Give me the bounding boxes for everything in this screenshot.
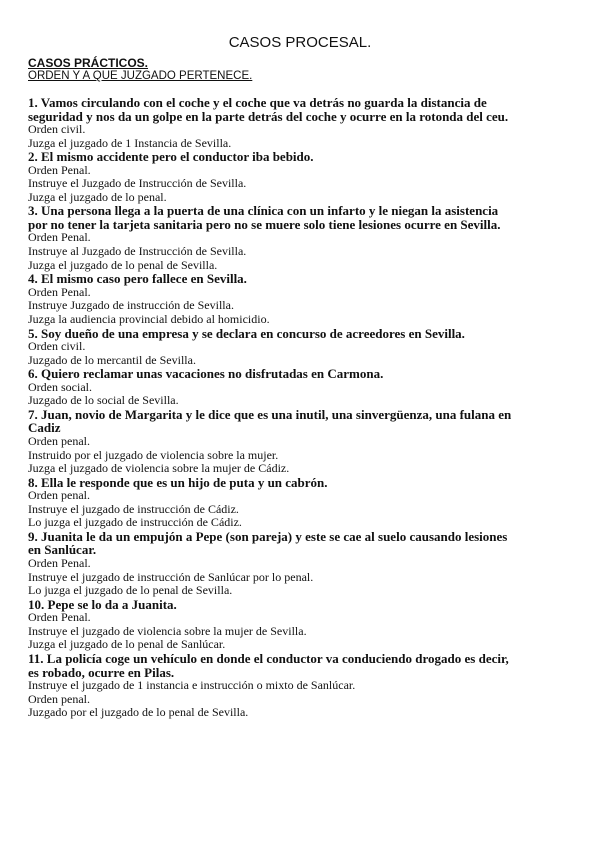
case-answer-line: Orden civil.	[28, 339, 86, 354]
case-item	[28, 327, 520, 368]
case-answer-line: Juzgado de lo mercantil de Sevilla.	[28, 352, 196, 367]
case-answer-line: Orden Penal.	[28, 284, 91, 299]
case-item	[28, 96, 520, 150]
case-answer-line: Orden penal.	[28, 691, 90, 706]
case-answer-line: Juzga el juzgado de lo penal de Sevilla.	[28, 257, 218, 272]
case-question: 10. Pepe se lo da a Juanita.	[28, 596, 177, 612]
case-answer-line: Instruye al Juzgado de Instrucción de Sevilla.	[28, 244, 247, 259]
case-question: 3. Una persona llega a la puerta de una clínica con un infarto y le niegan la asistencia por no tener la tarjeta sanitaria pero no se muere solo tiene lesiones ocurre en Sevilla.	[28, 203, 501, 232]
case-item	[28, 530, 520, 598]
case-answer-line: Instruye el Juzgado de Instrucción de Sevilla.	[28, 176, 247, 191]
case-question: 8. Ella le responde que es un hijo de puta y un cabrón.	[28, 474, 328, 490]
case-answer-line: Juzga el juzgado de lo penal de Sanlúcar.	[28, 637, 226, 652]
case-question: 1. Vamos circulando con el coche y el coche que va detrás no guarda la distancia de seguridad y nos da un golpe en la parte detrás del coche y ocurre en la rotonda del ceu.	[28, 95, 509, 124]
case-answer-line: Juzga el juzgado de lo penal.	[28, 189, 167, 204]
document-content	[28, 57, 520, 720]
case-question: 9. Juanita le da un empujón a Pepe (son pareja) y este se cae al suelo causando lesiones en Sanlúcar.	[28, 528, 508, 558]
case-answer-line: Orden civil.	[28, 122, 86, 136]
case-question: 2. El mismo accidente pero el conductor iba bebido.	[28, 149, 314, 165]
case-answer-line: Juzga el juzgado de violencia sobre la mujer de Cádiz.	[28, 461, 290, 476]
case-answer-line: Lo juzga el juzgado de lo penal de Sevilla.	[28, 583, 233, 598]
case-item	[28, 476, 520, 530]
case-item	[28, 367, 520, 408]
case-item	[28, 408, 520, 476]
case-answer-line: Orden Penal.	[28, 230, 91, 245]
case-answer-line: Orden Penal.	[28, 555, 91, 570]
case-item	[28, 150, 520, 204]
case-item	[28, 652, 520, 720]
case-answer-line: Juzgado por el juzgado de lo penal de Sevilla.	[28, 705, 249, 720]
case-answer-line: Instruye el juzgado de violencia sobre la mujer de Sevilla.	[28, 623, 307, 638]
case-item	[28, 598, 520, 652]
case-item	[28, 204, 520, 272]
case-answer-line: Orden penal.	[28, 488, 90, 503]
case-answer-line: Lo juzga el juzgado de instrucción de Cádiz.	[28, 515, 242, 530]
section-heading: CASOS PRÁCTICOS.	[28, 56, 149, 70]
case-question: 7. Juan, novio de Margarita y le dice que es una inutil, una sinvergüenza, una fulana en Cadiz	[28, 406, 512, 436]
case-answer-line: Instruido por el juzgado de violencia sobre la mujer.	[28, 447, 279, 462]
case-answer-line: Juzga la audiencia provincial debido al homicidio.	[28, 311, 270, 326]
case-list	[28, 96, 520, 720]
case-answer-line: Juzgado de lo social de Sevilla.	[28, 393, 179, 408]
document-title: CASOS PROCESAL.	[228, 34, 372, 51]
case-answer-line: Instruye el juzgado de instrucción de Sanlúcar por lo penal.	[28, 569, 314, 584]
case-question: 4. El mismo caso pero fallece en Sevilla.	[28, 271, 247, 287]
case-answer-line: Orden Penal.	[28, 162, 91, 177]
case-question: 6. Quiero reclamar unas vacaciones no disfrutadas en Carmona.	[28, 366, 384, 382]
case-question: 5. Soy dueño de una empresa y se declara en concurso de acreedores en Sevilla.	[28, 325, 465, 341]
case-answer-line: Juzga el juzgado de 1 Instancia de Sevilla.	[28, 135, 232, 150]
case-answer-line: Orden Penal.	[28, 610, 91, 625]
section-subheading: ORDEN Y A QUE JUZGADO PERTENECE.	[28, 70, 253, 82]
case-answer-line: Instruye el juzgado de instrucción de Cádiz.	[28, 501, 239, 516]
case-answer-line: Orden social.	[28, 379, 92, 394]
case-answer-line: Instruye el juzgado de 1 instancia e instrucción o mixto de Sanlúcar.	[28, 678, 356, 693]
case-answer-line: Instruye Juzgado de instrucción de Sevilla.	[28, 298, 234, 313]
case-question: 11. La policía coge un vehículo en donde el conductor va conduciendo drogado es decir, es robado, ocurre en Pilas.	[28, 651, 509, 680]
case-item	[28, 272, 520, 326]
case-answer-line: Orden penal.	[28, 433, 90, 448]
